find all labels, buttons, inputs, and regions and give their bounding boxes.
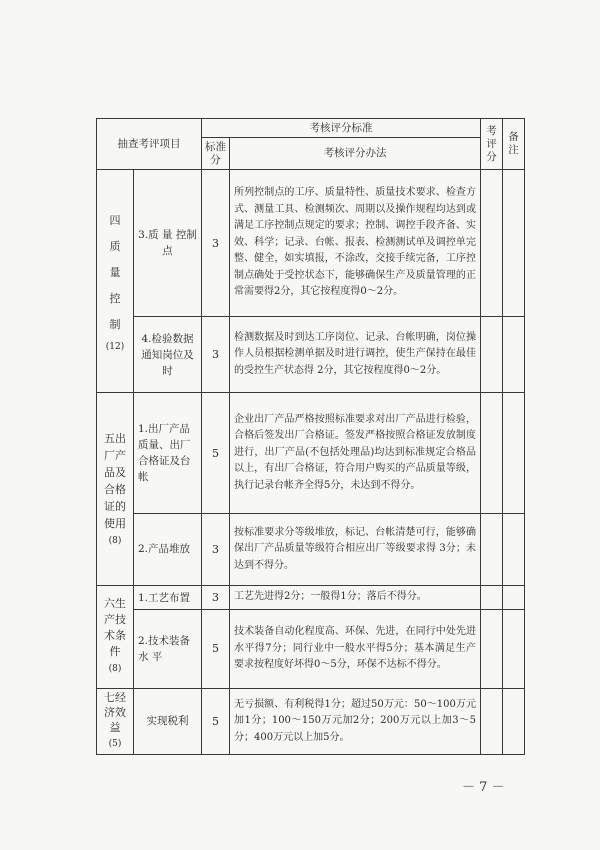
- item-product-quality: 1.出厂产品质量、出厂合格证及台帐: [134, 393, 202, 514]
- note-cell: [503, 610, 525, 688]
- score-cell: [481, 688, 503, 754]
- std-score: 5: [202, 393, 230, 514]
- item-inspection-data: 4.检验数据通知岗位及 时: [134, 316, 202, 392]
- note-cell: [503, 586, 525, 610]
- score-cell: [481, 513, 503, 585]
- item-tax-profit: 实现税利: [134, 688, 202, 754]
- note-cell: [503, 316, 525, 392]
- method-text: 无亏损额、有利税得1分；超过50万元：50～100万元加1分；100～150万元加2分；200万元以上加3～5分；400万元以上加5分。: [230, 688, 481, 754]
- item-process-layout: 1.工艺布置: [134, 586, 202, 610]
- header-project: 抽查考评项目: [97, 119, 202, 170]
- note-cell: [503, 170, 525, 317]
- category-quality-control: 四质量控制 (12): [97, 170, 134, 393]
- header-std-score: 标准分: [202, 138, 230, 170]
- std-score: 5: [202, 610, 230, 688]
- category-economic-benefit: 七经济效益 (5): [97, 688, 134, 754]
- header-method: 考核评分办法: [230, 138, 481, 170]
- std-score: 3: [202, 586, 230, 610]
- page-number: － 7 －: [462, 780, 505, 795]
- score-cell: [481, 316, 503, 392]
- note-cell: [503, 688, 525, 754]
- header-note: 备注: [503, 119, 525, 170]
- note-cell: [503, 513, 525, 585]
- category-product-certificate: 五出厂产品及合格证的使用 (8): [97, 393, 134, 586]
- method-text: 检测数据及时到达工序岗位、记录、台帐明确，岗位操作人员根据检测单据及时进行调控，使生产保持在最佳的受控生产状态得 2分，其它按程度得0～2分。: [230, 316, 481, 392]
- std-score: 3: [202, 316, 230, 392]
- method-text: 企业出厂产品严格按照标准要求对出厂产品进行检验，合格后签发出厂合格证。签发严格按照合格证发放制度进行，出厂产品(不包括处理品)均达到标准规定合格品以上，有出厂合格证，符合用户购买的产品质量等级，执行记录台帐齐全得5分，未达到不得分。: [230, 393, 481, 514]
- score-cell: [481, 586, 503, 610]
- method-text: 按标准要求分等级堆放，标记、台帐清楚可行，能够确保出厂产品质量等级符合相应出厂等级要求得 3分；未达到不得分。: [230, 513, 481, 585]
- score-cell: [481, 610, 503, 688]
- assessment-table: [96, 118, 525, 755]
- method-text: 工艺先进得2分；一般得1分；落后不得分。: [230, 586, 481, 610]
- item-product-stacking: 2.产品堆放: [134, 513, 202, 585]
- method-text: 所列控制点的工序、质量特性、质量技术要求、检查方式、测量工具、检测频次、周期以及操作规程均达到或满足工序控制点规定的要求；控制、调控手段齐备、实效、科学；记录、台帐、报表、检测测试单及调控单完整、健全，如实填报，不涂改，交接手续完备，工序控制点确处于受控状态下，能够确保生产及质量管理的正常需要得2分，其它按程度得0～2分。: [230, 170, 481, 317]
- score-cell: [481, 170, 503, 317]
- header-criteria: 考核评分标准: [202, 119, 481, 138]
- std-score: 3: [202, 513, 230, 585]
- header-score: 考评分: [481, 119, 503, 170]
- score-cell: [481, 393, 503, 514]
- note-cell: [503, 393, 525, 514]
- category-production-tech: 六生产技术条件 (8): [97, 586, 134, 688]
- item-tech-equipment: 2.技术装备水 平: [134, 610, 202, 688]
- std-score: 3: [202, 170, 230, 317]
- item-control-point: 3.质 量 控制点: [134, 170, 202, 317]
- std-score: 5: [202, 688, 230, 754]
- method-text: 技术装备自动化程度高、环保、先进，在同行中处先进水平得7分；同行业中一般水平得5分；基本满足生产要求按程度好坏得0～5分，环保不达标不得分。: [230, 610, 481, 688]
